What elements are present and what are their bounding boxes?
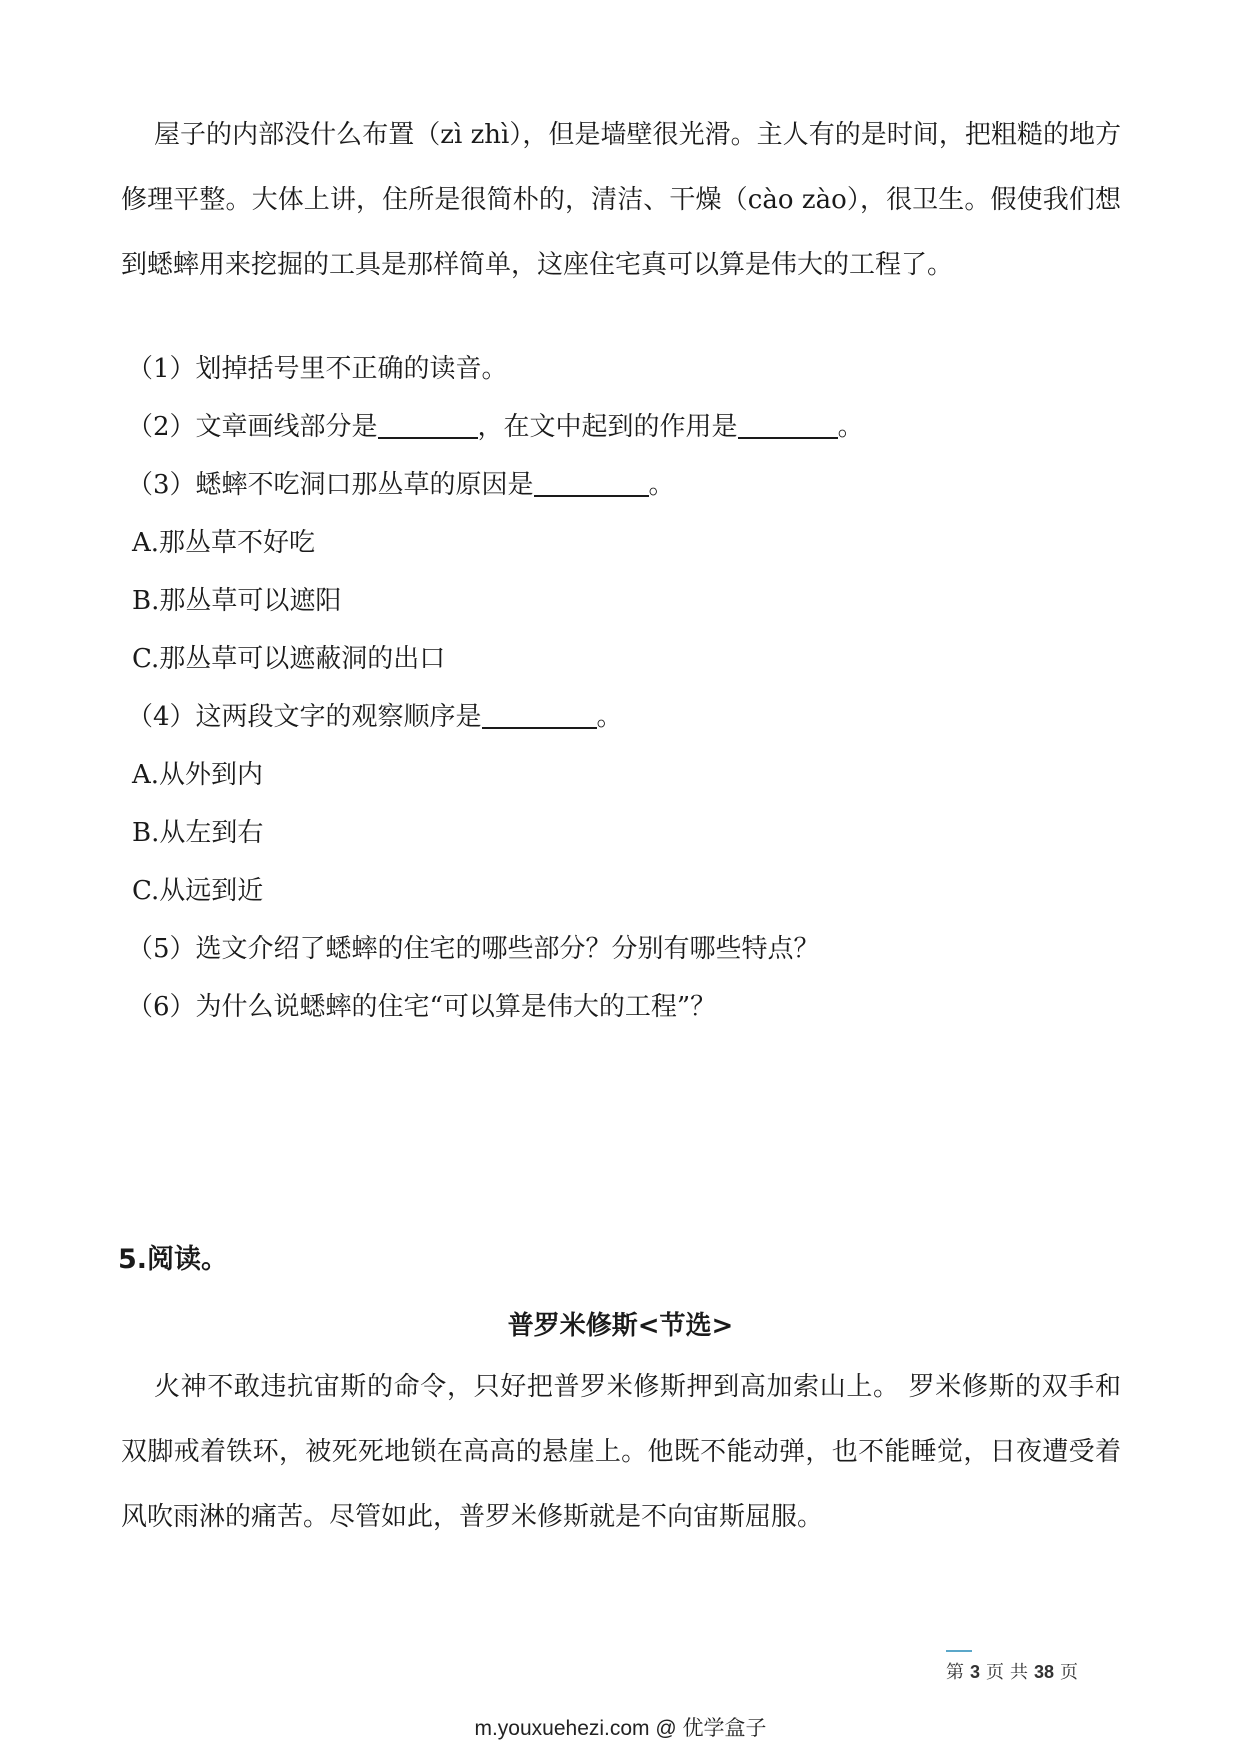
passage-paragraph: 屋子的内部没什么布置（zì zhì），但是墙壁很光滑。主人有的是时间，把粗糙的地方修理平整。大体上讲，住所是很简朴的，清洁、干燥（cào zào），很卫生。假使我们想到蟋蟀用来挖掘的工具是那样简单，这座住宅真可以算是伟大的工程了。 — [121, 120, 1121, 280]
page-number — [946, 1658, 1084, 1687]
footer-divider — [946, 1650, 972, 1652]
current-page: 3 — [970, 1662, 981, 1682]
answer-blank — [378, 409, 478, 439]
answer-blank — [534, 467, 649, 497]
watermark: m.youxuehezi.com @ 优学盒子 — [474, 1717, 767, 1740]
answer-blank — [482, 699, 597, 729]
option-c: C.从远到近 — [132, 876, 264, 906]
question-2-text-b: ，在文中起到的作用是 — [477, 412, 738, 442]
option-b: B.从左到右 — [132, 818, 264, 848]
total-pages: 38 — [1034, 1662, 1055, 1682]
question-4-text: （4）这两段文字的观察顺序是 — [127, 702, 482, 732]
option-c: C.那丛草可以遮蔽洞的出口 — [132, 644, 446, 674]
question-3-text: （3）蟋蟀不吃洞口那丛草的原因是 — [127, 470, 534, 500]
question-1: （1）划掉括号里不正确的读音。 — [127, 354, 508, 384]
question-6: （6）为什么说蟋蟀的住宅“可以算是伟大的工程”？ — [127, 992, 717, 1022]
question-2 — [127, 407, 864, 447]
answer-blank — [738, 409, 838, 439]
question-2-text-a: （2）文章画线部分是 — [127, 412, 378, 442]
page-label: 共 — [1010, 1662, 1029, 1683]
section-heading: 5.阅读。 — [118, 1244, 229, 1275]
question-2-text-c: 。 — [837, 412, 864, 442]
question-3-end: 。 — [648, 470, 675, 500]
question-4-end: 。 — [596, 702, 623, 732]
page-label: 页 — [986, 1662, 1005, 1683]
page-label: 第 — [946, 1662, 964, 1683]
article-paragraph: 火神不敢违抗宙斯的命令，只好把普罗米修斯押到高加索山上。 罗米修斯的双手和双脚戒着铁环，被死死地锁在高高的悬崖上。他既不能动弹，也不能睡觉，日夜遭受着风吹雨淋的痛苦。尽管如此，普罗米修斯就是不向宙斯屈服。 — [121, 1372, 1121, 1532]
question-5: （5）选文介绍了蟋蟀的住宅的哪些部分？分别有哪些特点？ — [127, 934, 820, 964]
question-3 — [127, 465, 675, 505]
article-title: 普罗米修斯<节选> — [507, 1311, 734, 1341]
option-a: A.那丛草不好吃 — [132, 528, 316, 558]
option-b: B.那丛草可以遮阳 — [132, 586, 342, 616]
page-label: 页 — [1060, 1662, 1079, 1683]
question-4 — [127, 697, 623, 737]
option-a: A.从外到内 — [132, 760, 264, 790]
